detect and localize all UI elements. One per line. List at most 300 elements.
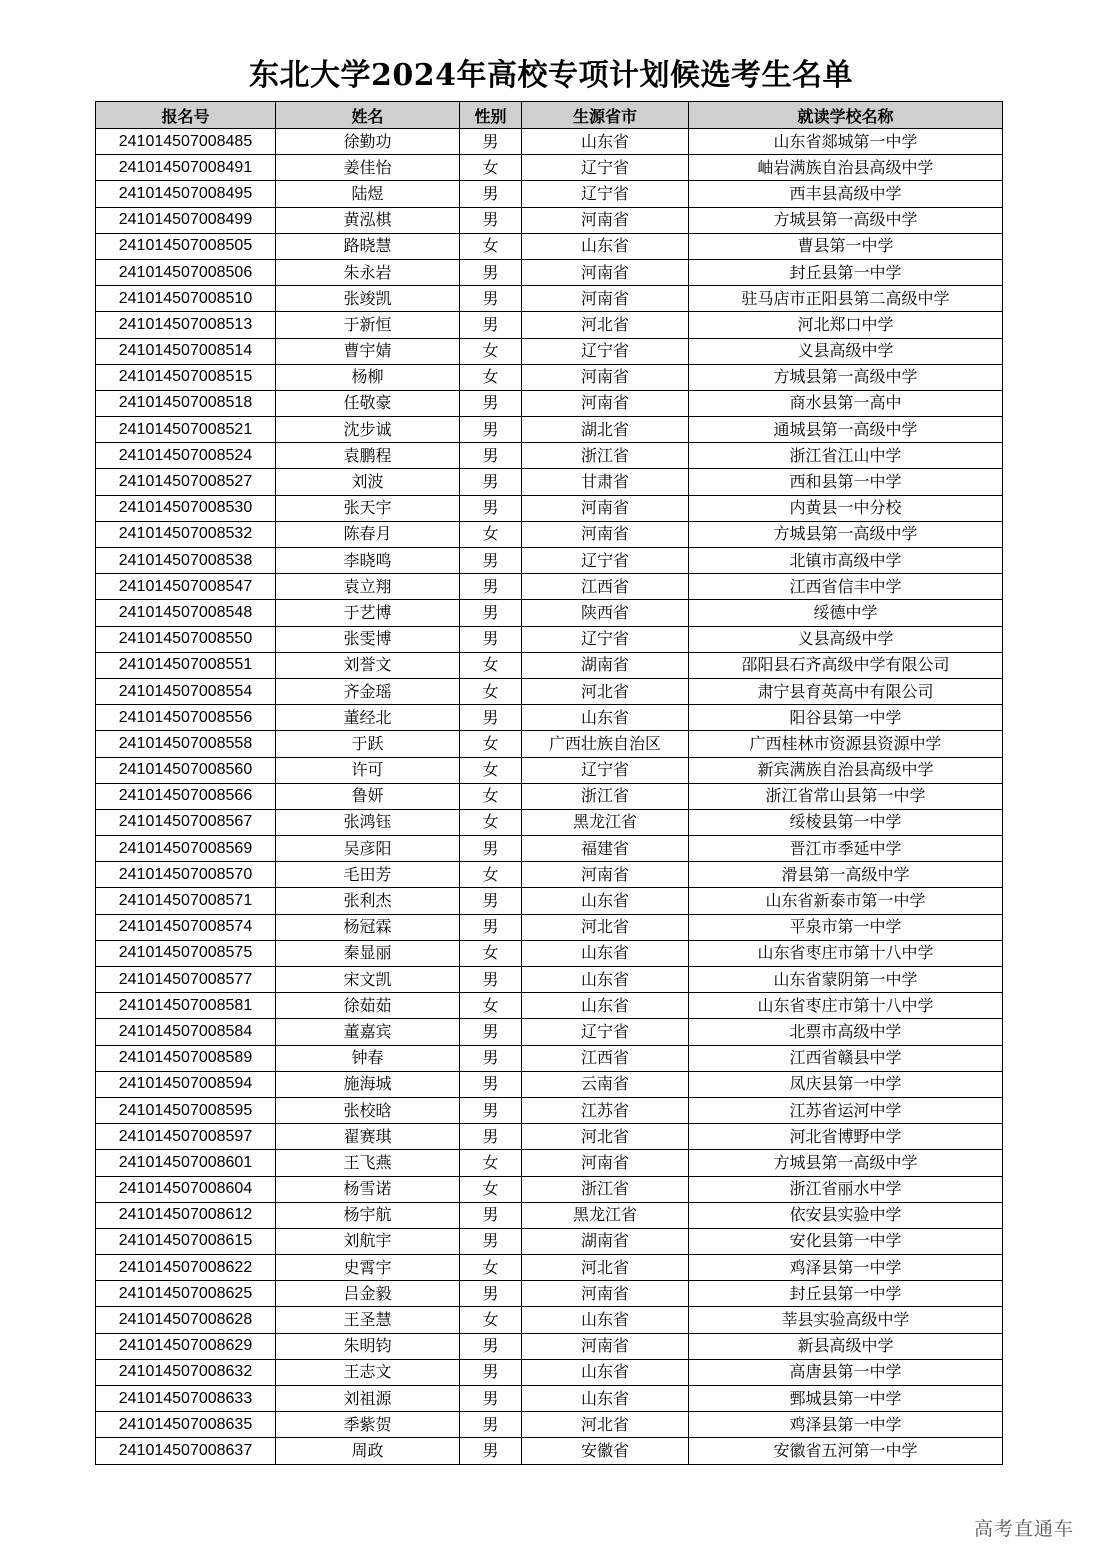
registration-no-cell: 241014507008577 — [96, 967, 276, 993]
school-cell: 河北郑口中学 — [689, 312, 1003, 338]
province-cell: 河北省 — [522, 1255, 689, 1281]
registration-no-cell: 241014507008567 — [96, 809, 276, 835]
table-row — [96, 1176, 1003, 1202]
gender-cell: 男 — [460, 1124, 522, 1150]
name-cell: 张鸿钰 — [276, 809, 460, 835]
province-cell: 黑龙江省 — [522, 809, 689, 835]
name-cell: 翟赛琪 — [276, 1124, 460, 1150]
province-cell: 辽宁省 — [522, 548, 689, 574]
name-cell: 张雯博 — [276, 626, 460, 652]
table-row — [96, 286, 1003, 312]
province-cell: 山东省 — [522, 993, 689, 1019]
province-cell: 云南省 — [522, 1071, 689, 1097]
name-cell: 周政 — [276, 1438, 460, 1464]
table-row — [96, 390, 1003, 416]
name-cell: 宋文凯 — [276, 967, 460, 993]
registration-no-cell: 241014507008575 — [96, 940, 276, 966]
province-cell: 河南省 — [522, 1150, 689, 1176]
province-cell: 山东省 — [522, 705, 689, 731]
gender-cell: 女 — [460, 940, 522, 966]
school-cell: 西丰县高级中学 — [689, 181, 1003, 207]
school-cell: 邵阳县石齐高级中学有限公司 — [689, 652, 1003, 678]
gender-cell: 男 — [460, 312, 522, 338]
province-cell: 河北省 — [522, 914, 689, 940]
school-cell: 安徽省五河第一中学 — [689, 1438, 1003, 1464]
province-cell: 辽宁省 — [522, 181, 689, 207]
province-cell: 山东省 — [522, 233, 689, 259]
province-cell: 河南省 — [522, 207, 689, 233]
province-cell: 辽宁省 — [522, 155, 689, 181]
table-row — [96, 783, 1003, 809]
table-row — [96, 914, 1003, 940]
registration-no-cell: 241014507008550 — [96, 626, 276, 652]
registration-no-cell: 241014507008574 — [96, 914, 276, 940]
school-cell: 西和县第一中学 — [689, 469, 1003, 495]
school-cell: 江苏省运河中学 — [689, 1097, 1003, 1123]
table-row — [96, 993, 1003, 1019]
name-cell: 季紫贺 — [276, 1412, 460, 1438]
name-cell: 黄泓棋 — [276, 207, 460, 233]
province-cell: 广西壮族自治区 — [522, 731, 689, 757]
school-cell: 山东省枣庄市第十八中学 — [689, 940, 1003, 966]
registration-no-cell: 241014507008499 — [96, 207, 276, 233]
gender-cell: 男 — [460, 967, 522, 993]
registration-no-cell: 241014507008604 — [96, 1176, 276, 1202]
gender-cell: 男 — [460, 626, 522, 652]
province-cell: 江西省 — [522, 574, 689, 600]
registration-no-cell: 241014507008510 — [96, 286, 276, 312]
registration-no-cell: 241014507008547 — [96, 574, 276, 600]
province-cell: 湖北省 — [522, 417, 689, 443]
table-row — [96, 338, 1003, 364]
name-cell: 沈步诚 — [276, 417, 460, 443]
registration-no-cell: 241014507008581 — [96, 993, 276, 1019]
name-cell: 毛田芳 — [276, 862, 460, 888]
name-cell: 王飞燕 — [276, 1150, 460, 1176]
name-cell: 路晓慧 — [276, 233, 460, 259]
school-cell: 方城县第一高级中学 — [689, 521, 1003, 547]
table-row — [96, 1150, 1003, 1176]
school-cell: 山东省枣庄市第十八中学 — [689, 993, 1003, 1019]
column-header-province: 生源省市 — [522, 102, 689, 129]
school-cell: 封丘县第一中学 — [689, 259, 1003, 285]
registration-no-cell: 241014507008637 — [96, 1438, 276, 1464]
province-cell: 河南省 — [522, 1333, 689, 1359]
table-row — [96, 967, 1003, 993]
gender-cell: 女 — [460, 809, 522, 835]
registration-no-cell: 241014507008527 — [96, 469, 276, 495]
province-cell: 河北省 — [522, 678, 689, 704]
table-row — [96, 1386, 1003, 1412]
name-cell: 刘誉文 — [276, 652, 460, 678]
column-header-gender: 性别 — [460, 102, 522, 129]
table-body — [96, 129, 1003, 1465]
gender-cell: 男 — [460, 548, 522, 574]
school-cell: 方城县第一高级中学 — [689, 207, 1003, 233]
province-cell: 河南省 — [522, 364, 689, 390]
gender-cell: 男 — [460, 1071, 522, 1097]
name-cell: 董经北 — [276, 705, 460, 731]
school-cell: 山东省蒙阴第一中学 — [689, 967, 1003, 993]
registration-no-cell: 241014507008628 — [96, 1307, 276, 1333]
province-cell: 河南省 — [522, 1281, 689, 1307]
name-cell: 刘航宇 — [276, 1228, 460, 1254]
registration-no-cell: 241014507008551 — [96, 652, 276, 678]
school-cell: 义县高级中学 — [689, 626, 1003, 652]
registration-no-cell: 241014507008521 — [96, 417, 276, 443]
name-cell: 曹宇婧 — [276, 338, 460, 364]
registration-no-cell: 241014507008601 — [96, 1150, 276, 1176]
column-header-school: 就读学校名称 — [689, 102, 1003, 129]
gender-cell: 男 — [460, 1202, 522, 1228]
school-cell: 北票市高级中学 — [689, 1019, 1003, 1045]
registration-no-cell: 241014507008556 — [96, 705, 276, 731]
province-cell: 山东省 — [522, 1386, 689, 1412]
school-cell: 绥棱县第一中学 — [689, 809, 1003, 835]
name-cell: 陆煜 — [276, 181, 460, 207]
province-cell: 辽宁省 — [522, 338, 689, 364]
table-row — [96, 1045, 1003, 1071]
school-cell: 绥德中学 — [689, 600, 1003, 626]
table-row — [96, 1019, 1003, 1045]
registration-no-cell: 241014507008524 — [96, 443, 276, 469]
name-cell: 任敬豪 — [276, 390, 460, 416]
school-cell: 内黄县一中分校 — [689, 495, 1003, 521]
table-row — [96, 259, 1003, 285]
name-cell: 张竣凯 — [276, 286, 460, 312]
registration-no-cell: 241014507008554 — [96, 678, 276, 704]
gender-cell: 女 — [460, 1307, 522, 1333]
table-row — [96, 836, 1003, 862]
registration-no-cell: 241014507008532 — [96, 521, 276, 547]
gender-cell: 男 — [460, 207, 522, 233]
gender-cell: 女 — [460, 757, 522, 783]
gender-cell: 男 — [460, 1097, 522, 1123]
province-cell: 山东省 — [522, 129, 689, 155]
province-cell: 黑龙江省 — [522, 1202, 689, 1228]
registration-no-cell: 241014507008485 — [96, 129, 276, 155]
name-cell: 吕金毅 — [276, 1281, 460, 1307]
school-cell: 凤庆县第一中学 — [689, 1071, 1003, 1097]
name-cell: 史霄宇 — [276, 1255, 460, 1281]
province-cell: 辽宁省 — [522, 757, 689, 783]
name-cell: 徐勤功 — [276, 129, 460, 155]
province-cell: 甘肃省 — [522, 469, 689, 495]
name-cell: 董嘉宾 — [276, 1019, 460, 1045]
registration-no-cell: 241014507008518 — [96, 390, 276, 416]
table-row — [96, 888, 1003, 914]
school-cell: 江西省赣县中学 — [689, 1045, 1003, 1071]
school-cell: 北镇市高级中学 — [689, 548, 1003, 574]
name-cell: 于新恒 — [276, 312, 460, 338]
page-title: 东北大学2024年高校专项计划候选考生名单 — [249, 58, 853, 93]
table-row — [96, 521, 1003, 547]
gender-cell: 男 — [460, 286, 522, 312]
gender-cell: 男 — [460, 1412, 522, 1438]
school-cell: 方城县第一高级中学 — [689, 1150, 1003, 1176]
gender-cell: 女 — [460, 364, 522, 390]
registration-no-cell: 241014507008632 — [96, 1359, 276, 1385]
table-row — [96, 940, 1003, 966]
table-row — [96, 652, 1003, 678]
table-row — [96, 1202, 1003, 1228]
gender-cell: 男 — [460, 600, 522, 626]
name-cell: 袁立翔 — [276, 574, 460, 600]
school-cell: 山东省新泰市第一中学 — [689, 888, 1003, 914]
province-cell: 河北省 — [522, 312, 689, 338]
registration-no-cell: 241014507008515 — [96, 364, 276, 390]
school-cell: 义县高级中学 — [689, 338, 1003, 364]
name-cell: 钟春 — [276, 1045, 460, 1071]
name-cell: 张利杰 — [276, 888, 460, 914]
school-cell: 安化县第一中学 — [689, 1228, 1003, 1254]
gender-cell: 男 — [460, 1045, 522, 1071]
province-cell: 辽宁省 — [522, 1019, 689, 1045]
name-cell: 朱明钧 — [276, 1333, 460, 1359]
column-header-name: 姓名 — [276, 102, 460, 129]
province-cell: 山东省 — [522, 888, 689, 914]
name-cell: 鲁妍 — [276, 783, 460, 809]
registration-no-cell: 241014507008530 — [96, 495, 276, 521]
school-cell: 浙江省丽水中学 — [689, 1176, 1003, 1202]
table-row — [96, 129, 1003, 155]
registration-no-cell: 241014507008491 — [96, 155, 276, 181]
name-cell: 于跃 — [276, 731, 460, 757]
school-cell: 浙江省常山县第一中学 — [689, 783, 1003, 809]
table-row — [96, 233, 1003, 259]
table-row — [96, 1333, 1003, 1359]
gender-cell: 女 — [460, 521, 522, 547]
gender-cell: 男 — [460, 914, 522, 940]
gender-cell: 男 — [460, 1281, 522, 1307]
registration-no-cell: 241014507008625 — [96, 1281, 276, 1307]
gender-cell: 男 — [460, 390, 522, 416]
school-cell: 依安县实验中学 — [689, 1202, 1003, 1228]
gender-cell: 男 — [460, 1386, 522, 1412]
school-cell: 通城县第一高级中学 — [689, 417, 1003, 443]
table-row — [96, 181, 1003, 207]
table-row — [96, 495, 1003, 521]
gender-cell: 男 — [460, 495, 522, 521]
province-cell: 江苏省 — [522, 1097, 689, 1123]
school-cell: 平泉市第一中学 — [689, 914, 1003, 940]
province-cell: 河南省 — [522, 495, 689, 521]
table-row — [96, 600, 1003, 626]
table-row — [96, 757, 1003, 783]
province-cell: 山东省 — [522, 1307, 689, 1333]
registration-no-cell: 241014507008594 — [96, 1071, 276, 1097]
gender-cell: 男 — [460, 469, 522, 495]
gender-cell: 男 — [460, 129, 522, 155]
province-cell: 湖南省 — [522, 652, 689, 678]
table-row — [96, 1281, 1003, 1307]
province-cell: 湖南省 — [522, 1228, 689, 1254]
registration-no-cell: 241014507008514 — [96, 338, 276, 364]
table-header-row — [96, 102, 1003, 129]
school-cell: 方城县第一高级中学 — [689, 364, 1003, 390]
registration-no-cell: 241014507008615 — [96, 1228, 276, 1254]
table-row — [96, 731, 1003, 757]
name-cell: 王志文 — [276, 1359, 460, 1385]
name-cell: 施海城 — [276, 1071, 460, 1097]
school-cell: 曹县第一中学 — [689, 233, 1003, 259]
gender-cell: 女 — [460, 233, 522, 259]
gender-cell: 男 — [460, 181, 522, 207]
column-header-registration-no: 报名号 — [96, 102, 276, 129]
name-cell: 袁鹏程 — [276, 443, 460, 469]
gender-cell: 男 — [460, 888, 522, 914]
province-cell: 辽宁省 — [522, 626, 689, 652]
table-row — [96, 312, 1003, 338]
name-cell: 齐金瑶 — [276, 678, 460, 704]
registration-no-cell: 241014507008569 — [96, 836, 276, 862]
name-cell: 徐茹茹 — [276, 993, 460, 1019]
school-cell: 鸡泽县第一中学 — [689, 1255, 1003, 1281]
province-cell: 河南省 — [522, 521, 689, 547]
gender-cell: 男 — [460, 836, 522, 862]
registration-no-cell: 241014507008513 — [96, 312, 276, 338]
watermark-text: 高考直通车 — [973, 1518, 1074, 1540]
table-row — [96, 1412, 1003, 1438]
table-row — [96, 1255, 1003, 1281]
table-row — [96, 469, 1003, 495]
registration-no-cell: 241014507008506 — [96, 259, 276, 285]
gender-cell: 女 — [460, 993, 522, 1019]
gender-cell: 男 — [460, 1438, 522, 1464]
registration-no-cell: 241014507008570 — [96, 862, 276, 888]
registration-no-cell: 241014507008595 — [96, 1097, 276, 1123]
name-cell: 朱永岩 — [276, 259, 460, 285]
gender-cell: 男 — [460, 259, 522, 285]
registration-no-cell: 241014507008635 — [96, 1412, 276, 1438]
province-cell: 河北省 — [522, 1412, 689, 1438]
province-cell: 河南省 — [522, 390, 689, 416]
name-cell: 刘祖源 — [276, 1386, 460, 1412]
gender-cell: 男 — [460, 1019, 522, 1045]
province-cell: 陕西省 — [522, 600, 689, 626]
registration-no-cell: 241014507008584 — [96, 1019, 276, 1045]
registration-no-cell: 241014507008495 — [96, 181, 276, 207]
registration-no-cell: 241014507008558 — [96, 731, 276, 757]
province-cell: 安徽省 — [522, 1438, 689, 1464]
table-row — [96, 443, 1003, 469]
gender-cell: 女 — [460, 1176, 522, 1202]
gender-cell: 女 — [460, 783, 522, 809]
table-row — [96, 809, 1003, 835]
school-cell: 商水县第一高中 — [689, 390, 1003, 416]
province-cell: 山东省 — [522, 1359, 689, 1385]
school-cell: 高唐县第一中学 — [689, 1359, 1003, 1385]
province-cell: 河南省 — [522, 259, 689, 285]
school-cell: 浙江省江山中学 — [689, 443, 1003, 469]
gender-cell: 女 — [460, 678, 522, 704]
gender-cell: 男 — [460, 1228, 522, 1254]
registration-no-cell: 241014507008538 — [96, 548, 276, 574]
school-cell: 新县高级中学 — [689, 1333, 1003, 1359]
registration-no-cell: 241014507008566 — [96, 783, 276, 809]
gender-cell: 男 — [460, 705, 522, 731]
name-cell: 张校晗 — [276, 1097, 460, 1123]
province-cell: 浙江省 — [522, 443, 689, 469]
gender-cell: 男 — [460, 1359, 522, 1385]
name-cell: 杨冠霖 — [276, 914, 460, 940]
name-cell: 李晓鸣 — [276, 548, 460, 574]
registration-no-cell: 241014507008548 — [96, 600, 276, 626]
table-row — [96, 417, 1003, 443]
name-cell: 杨柳 — [276, 364, 460, 390]
province-cell: 山东省 — [522, 940, 689, 966]
province-cell: 河南省 — [522, 862, 689, 888]
registration-no-cell: 241014507008622 — [96, 1255, 276, 1281]
province-cell: 浙江省 — [522, 783, 689, 809]
name-cell: 于艺博 — [276, 600, 460, 626]
school-cell: 晋江市季延中学 — [689, 836, 1003, 862]
school-cell: 山东省郯城第一中学 — [689, 129, 1003, 155]
name-cell: 秦显丽 — [276, 940, 460, 966]
table-row — [96, 1071, 1003, 1097]
registration-no-cell: 241014507008633 — [96, 1386, 276, 1412]
province-cell: 福建省 — [522, 836, 689, 862]
name-cell: 张天宇 — [276, 495, 460, 521]
gender-cell: 女 — [460, 862, 522, 888]
school-cell: 鸡泽县第一中学 — [689, 1412, 1003, 1438]
table-row — [96, 548, 1003, 574]
table-row — [96, 862, 1003, 888]
table-row — [96, 1097, 1003, 1123]
table-row — [96, 705, 1003, 731]
registration-no-cell: 241014507008560 — [96, 757, 276, 783]
school-cell: 河北省博野中学 — [689, 1124, 1003, 1150]
name-cell: 姜佳怡 — [276, 155, 460, 181]
name-cell: 刘波 — [276, 469, 460, 495]
name-cell: 陈春月 — [276, 521, 460, 547]
school-cell: 封丘县第一中学 — [689, 1281, 1003, 1307]
gender-cell: 女 — [460, 1255, 522, 1281]
school-cell: 岫岩满族自治县高级中学 — [689, 155, 1003, 181]
table-row — [96, 574, 1003, 600]
candidate-table — [95, 101, 1003, 1465]
gender-cell: 女 — [460, 1150, 522, 1176]
school-cell: 新宾满族自治县高级中学 — [689, 757, 1003, 783]
school-cell: 阳谷县第一中学 — [689, 705, 1003, 731]
province-cell: 河南省 — [522, 286, 689, 312]
gender-cell: 男 — [460, 443, 522, 469]
name-cell: 吴彦阳 — [276, 836, 460, 862]
table-row — [96, 155, 1003, 181]
name-cell: 许可 — [276, 757, 460, 783]
table-row — [96, 1359, 1003, 1385]
school-cell: 鄄城县第一中学 — [689, 1386, 1003, 1412]
gender-cell: 女 — [460, 652, 522, 678]
school-cell: 江西省信丰中学 — [689, 574, 1003, 600]
registration-no-cell: 241014507008589 — [96, 1045, 276, 1071]
name-cell: 杨雪诺 — [276, 1176, 460, 1202]
school-cell: 滑县第一高级中学 — [689, 862, 1003, 888]
school-cell: 广西桂林市资源县资源中学 — [689, 731, 1003, 757]
school-cell: 肃宁县育英高中有限公司 — [689, 678, 1003, 704]
table-row — [96, 207, 1003, 233]
registration-no-cell: 241014507008629 — [96, 1333, 276, 1359]
table-row — [96, 1438, 1003, 1464]
table-row — [96, 1228, 1003, 1254]
registration-no-cell: 241014507008505 — [96, 233, 276, 259]
school-cell: 驻马店市正阳县第二高级中学 — [689, 286, 1003, 312]
table-row — [96, 1307, 1003, 1333]
name-cell: 杨宇航 — [276, 1202, 460, 1228]
table-row — [96, 1124, 1003, 1150]
registration-no-cell: 241014507008612 — [96, 1202, 276, 1228]
school-cell: 莘县实验高级中学 — [689, 1307, 1003, 1333]
